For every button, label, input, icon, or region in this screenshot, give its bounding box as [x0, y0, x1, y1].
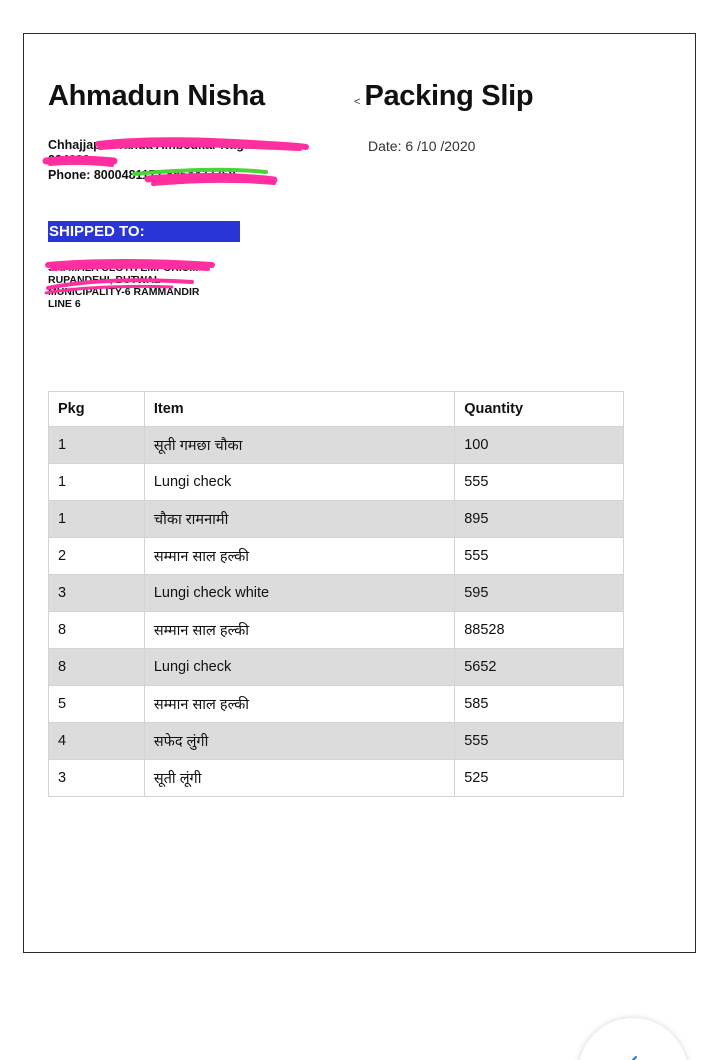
sender-address-line1: Chhajjapur Tanda Ambedkar Nagar	[48, 138, 256, 152]
edit-fab-button[interactable]	[578, 1018, 688, 1060]
table-row	[49, 427, 624, 464]
cell-quantity: 895	[455, 501, 624, 538]
packing-table	[48, 391, 624, 797]
title-marker: <	[354, 96, 361, 108]
table-row	[49, 501, 624, 538]
cell-quantity: 555	[455, 464, 624, 501]
header-item: Item	[144, 392, 454, 427]
cell-pkg: 8	[49, 649, 145, 686]
cell-quantity: 555	[455, 538, 624, 575]
recipient-line-3: MUNICIPALITY-6 RAMMANDIR	[48, 286, 200, 298]
cell-pkg: 2	[49, 538, 145, 575]
table-header-row	[49, 392, 624, 427]
cell-item: सूती गमछा चौका	[144, 427, 454, 464]
document-page	[23, 33, 696, 953]
company-name: Ahmadun Nisha	[48, 80, 265, 112]
table-row	[49, 612, 624, 649]
cell-pkg: 1	[49, 501, 145, 538]
cell-quantity: 5652	[455, 649, 624, 686]
recipient-address	[48, 262, 199, 310]
cell-quantity: 88528	[455, 612, 624, 649]
cell-quantity: 595	[455, 575, 624, 612]
cell-pkg: 3	[49, 575, 145, 612]
cell-pkg: 5	[49, 686, 145, 723]
cell-quantity: 525	[455, 760, 624, 797]
cell-item: Lungi check white	[144, 575, 454, 612]
cell-quantity: 100	[455, 427, 624, 464]
cell-item: सम्मान साल हल्की	[144, 538, 454, 575]
cell-item: सफेद लुंगी	[144, 723, 454, 760]
cell-item: सम्मान साल हल्की	[144, 612, 454, 649]
cell-item: चौका रामनामी	[144, 501, 454, 538]
cell-item: Lungi check	[144, 464, 454, 501]
cell-quantity: 555	[455, 723, 624, 760]
edit-icon	[628, 1054, 638, 1060]
header-pkg: Pkg	[49, 392, 145, 427]
table-row	[49, 575, 624, 612]
recipient-line-4: LINE 6	[48, 298, 81, 310]
table-row	[49, 538, 624, 575]
table-row	[49, 464, 624, 501]
cell-item: Lungi check	[144, 649, 454, 686]
header-quantity: Quantity	[455, 392, 624, 427]
document-title: Packing Slip	[364, 80, 534, 112]
cell-item: सम्मान साल हल्की	[144, 686, 454, 723]
table-row	[49, 686, 624, 723]
cell-pkg: 1	[49, 427, 145, 464]
title-group	[354, 80, 533, 113]
sender-address	[48, 138, 256, 183]
table-row	[49, 760, 624, 797]
recipient-line-1: SAI MALA CLOTH EMPORIUM	[48, 262, 199, 274]
sender-phone: Phone: 8000481177,8854477758	[48, 168, 236, 182]
cell-pkg: 8	[49, 612, 145, 649]
cell-pkg: 3	[49, 760, 145, 797]
cell-quantity: 585	[455, 686, 624, 723]
table-row	[49, 723, 624, 760]
date-line: Date: 6 /10 /2020	[368, 138, 476, 154]
shipped-to-label: SHIPPED TO:	[48, 221, 240, 242]
table-row	[49, 649, 624, 686]
sender-address-line2: 224190	[48, 153, 90, 167]
cell-pkg: 4	[49, 723, 145, 760]
cell-pkg: 1	[49, 464, 145, 501]
recipient-line-2: RUPANDEHI, BUTWAL	[48, 274, 161, 286]
cell-item: सूती लूंगी	[144, 760, 454, 797]
